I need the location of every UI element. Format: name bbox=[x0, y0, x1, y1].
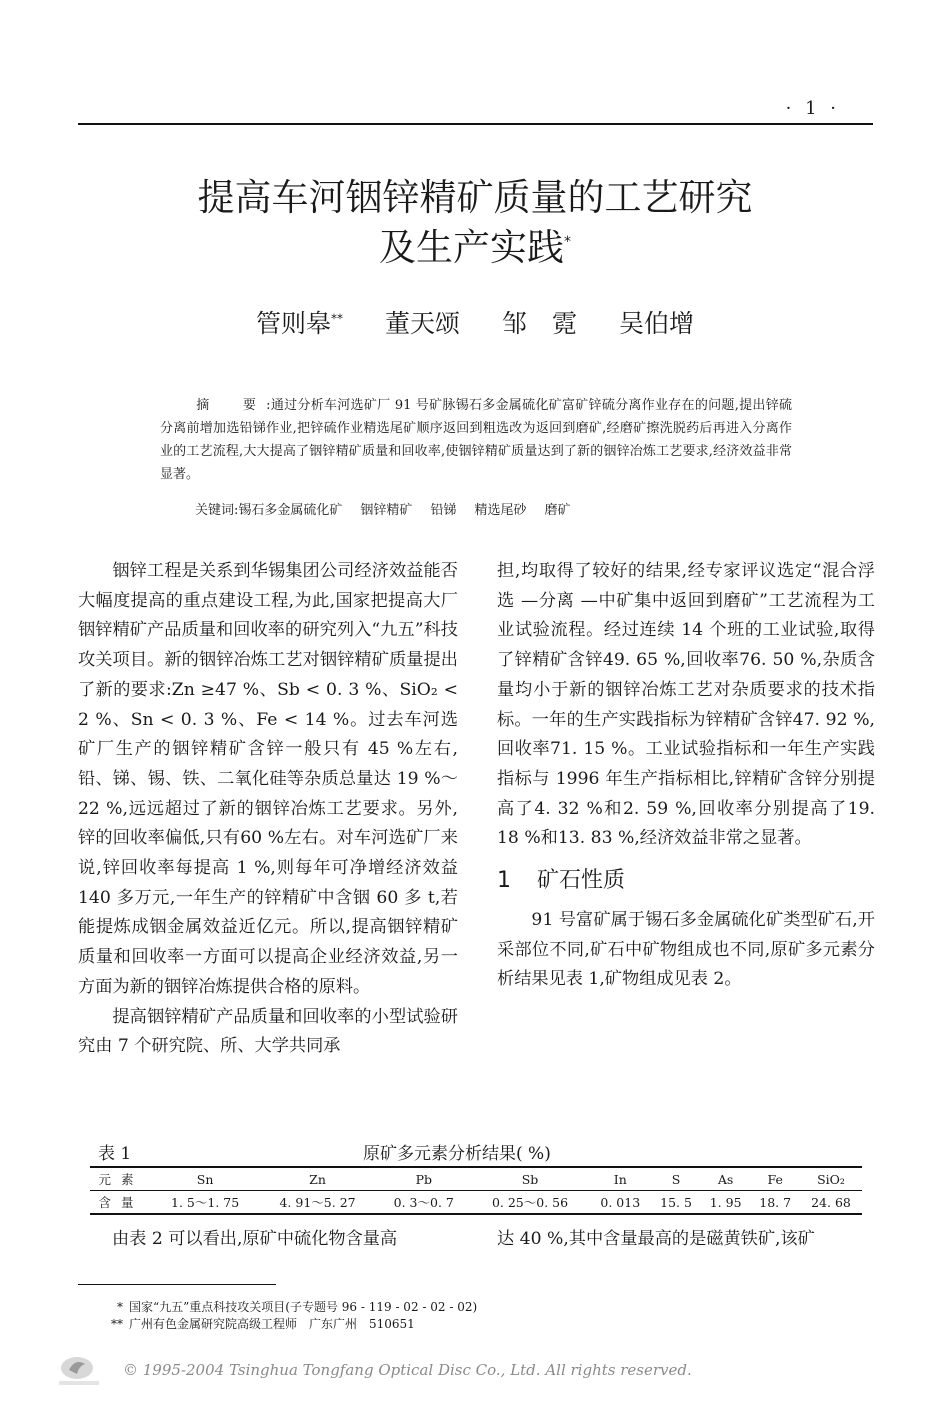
author-marker: ** bbox=[331, 311, 344, 326]
table-label: 表 1 bbox=[98, 1144, 132, 1164]
keywords-label: 关键词 bbox=[195, 503, 235, 518]
table-cell: 1. 5～1. 75 bbox=[171, 1195, 240, 1210]
abstract: 摘 要:通过分析车河选矿厂 91 号矿脉锡石多金属硫化矿富矿锌硫分离作业存在的问题,提出锌硫分离前增加选铅锑作业,把锌硫作业精选尾矿顺序返回到粗选改为返回到磨矿,经磨矿擦洗脱药后再进入分离作业的工艺流程,大大提高了铟锌精矿质量和回收率,使铟锌精矿质量达到了新的铟锌冶炼工艺要求,经济效益非常显著。 bbox=[160, 398, 792, 482]
keyword: 铟锌精矿 bbox=[360, 503, 413, 518]
footnotes bbox=[95, 1299, 477, 1333]
continuation-text-right: 达 40 %,其中含量最高的是磁黄铁矿,该矿 bbox=[497, 1229, 815, 1249]
table-header-cell: In bbox=[589, 1168, 651, 1191]
author-list bbox=[0, 304, 950, 340]
element-analysis-table bbox=[90, 1166, 862, 1215]
table-cell: 4. 91～5. 27 bbox=[279, 1195, 356, 1210]
keywords: 关键词:锡石多金属硫化矿 铟锌精矿 铅锑 精选尾砂 磨矿 bbox=[195, 503, 571, 518]
table-row-label: 含量 bbox=[98, 1195, 144, 1210]
table-cell: 24. 68 bbox=[811, 1194, 851, 1210]
title-line-2-text: 及生产实践 bbox=[379, 226, 564, 269]
body-right-column bbox=[497, 557, 875, 995]
footnote-mark: ** bbox=[111, 1317, 123, 1331]
title-line-1: 提高车河铟锌精矿质量的工艺研究 bbox=[197, 176, 753, 219]
table-header-cell: Pb bbox=[377, 1168, 471, 1191]
paragraph: 铟锌工程是关系到华锡集团公司经济效益能否大幅度提高的重点建设工程,为此,国家把提高大厂铟锌精矿产品质量和回收率的研究列入“九五”科技攻关项目。新的铟锌冶炼工艺对铟锌精矿质量提出了新的要求:Zn ≥47 %、Sb < 0. 3 %、SiO₂ < 2 %、Sn < 0. 3 %、Fe < 14 %。过去车河选矿厂生产的铟锌精矿含锌一般只有 45 %左右,铅、锑、锡、铁、二氧化硅等杂质总量达 19 %～22 %,远远超过了新的铟锌冶炼工艺要求。另外,锌的回收率偏低,只有60 %左右。对车河选矿厂来说,锌回收率每提高 1 %,则每年可净增经济效益 140 多万元,一年生产的锌精矿中含铟 60 多 t,若能提炼成铟金属效益近亿元。所以,提高铟锌精矿质量和回收率一方面可以提高企业经济效益,另一方面为新的铟锌冶炼提供合格的原料。 bbox=[78, 561, 458, 997]
page-number: · 1 · bbox=[785, 98, 840, 119]
table-header-cell: Fe bbox=[750, 1168, 800, 1191]
author-name: 管则皋 bbox=[256, 309, 332, 338]
table-header-cell: Zn bbox=[258, 1168, 377, 1191]
continuation-text-left bbox=[78, 1224, 458, 1249]
copyright-notice: © 1995-2004 Tsinghua Tongfang Optical Disc Co., Ltd. All rights reserved. bbox=[123, 1361, 692, 1379]
footnote-text: 国家“九五”重点科技攻关项目(子专题号 96 - 119 - 02 - 02 - 02) bbox=[129, 1300, 478, 1314]
table-cell: 0. 25～0. 56 bbox=[491, 1195, 569, 1210]
title-line-2 bbox=[0, 223, 950, 273]
author-name: 邹 霓 bbox=[501, 309, 577, 338]
section-heading bbox=[497, 864, 875, 898]
section-number: 1 bbox=[497, 868, 511, 894]
table-header-cell: S bbox=[651, 1168, 701, 1191]
author-name: 董天颂 bbox=[385, 309, 461, 338]
paragraph: 担,均取得了较好的结果,经专家评议选定“混合浮选 —分离 —中矿集中返回到磨矿”工艺流程为工业试验流程。经过连续 14 个班的工业试验,取得了锌精矿含锌49. 65 %,回收率76. 50 %,杂质含量均小于新的铟锌冶炼工艺对杂质要求的技术指标。一年的生产实践指标为锌精矿含锌47. 92 %,回收率71. 15 %。工业试验指标和一年生产实践指标与 1996 年生产指标相比,锌精矿含锌分别提高了4. 32 %和2. 59 %,回收率分别提高了19. 18 %和13. 83 %,经济效益非常之显著。 bbox=[497, 561, 875, 849]
table-header-cell: Sn bbox=[152, 1168, 258, 1191]
paragraph: 提高铟锌精矿产品质量和回收率的小型试验研究由 7 个研究院、所、大学共同承 bbox=[78, 1006, 458, 1057]
table-cell: 15. 5 bbox=[660, 1194, 692, 1210]
footnote bbox=[95, 1316, 477, 1333]
body-left-column bbox=[78, 557, 458, 1062]
table-header-label: 元素 bbox=[90, 1168, 152, 1191]
table-cell: 0. 013 bbox=[600, 1194, 641, 1210]
table-cell: 0. 3～0. 7 bbox=[393, 1195, 454, 1210]
footnote-rule bbox=[78, 1284, 276, 1285]
footnote-mark: * bbox=[117, 1300, 123, 1314]
table-header-cell: As bbox=[701, 1168, 751, 1191]
keyword: 精选尾砂 bbox=[474, 503, 527, 518]
title-footnote-marker: * bbox=[564, 234, 571, 250]
table-cell: 1. 95 bbox=[709, 1194, 742, 1210]
table-cell: 18. 7 bbox=[759, 1194, 792, 1210]
table-header-row bbox=[90, 1168, 862, 1191]
header-rule bbox=[78, 123, 873, 125]
abstract-label: 摘 要 bbox=[196, 398, 267, 413]
table-row bbox=[90, 1191, 862, 1214]
paragraph: 91 号富矿属于锡石多金属硫化矿类型矿石,开采部位不同,矿石中矿物组成也不同,原矿多元素分析结果见表 1,矿物组成见表 2。 bbox=[497, 910, 875, 990]
table-title: 原矿多元素分析结果( %) bbox=[363, 1144, 551, 1164]
keyword: 铅锑 bbox=[430, 503, 457, 518]
publisher-logo-icon bbox=[55, 1354, 115, 1390]
paragraph: 由表 2 可以看出,原矿中硫化物含量高 bbox=[112, 1229, 398, 1249]
table-caption bbox=[98, 1139, 858, 1164]
keyword: 磨矿 bbox=[544, 503, 571, 518]
table-header-cell: Sb bbox=[471, 1168, 590, 1191]
abstract-text: 通过分析车河选矿厂 91 号矿脉锡石多金属硫化矿富矿锌硫分离作业存在的问题,提出锌硫分离前增加选铅锑作业,把锌硫作业精选尾矿顺序返回到粗选改为返回到磨矿,经磨矿擦洗脱药后再进入分离作业的工艺流程,大大提高了铟锌精矿质量和回收率,使铟锌精矿质量达到了新的铟锌冶炼工艺要求,经济效益非常显著。 bbox=[160, 398, 792, 482]
author-name: 吴伯增 bbox=[618, 309, 694, 338]
section-title: 矿石性质 bbox=[537, 868, 626, 894]
table-header-cell: SiO₂ bbox=[800, 1168, 862, 1191]
footnote bbox=[95, 1299, 477, 1316]
footnote-text: 广州有色金属研究院高级工程师 广东广州 510651 bbox=[129, 1317, 415, 1331]
keyword: 锡石多金属硫化矿 bbox=[238, 503, 343, 518]
